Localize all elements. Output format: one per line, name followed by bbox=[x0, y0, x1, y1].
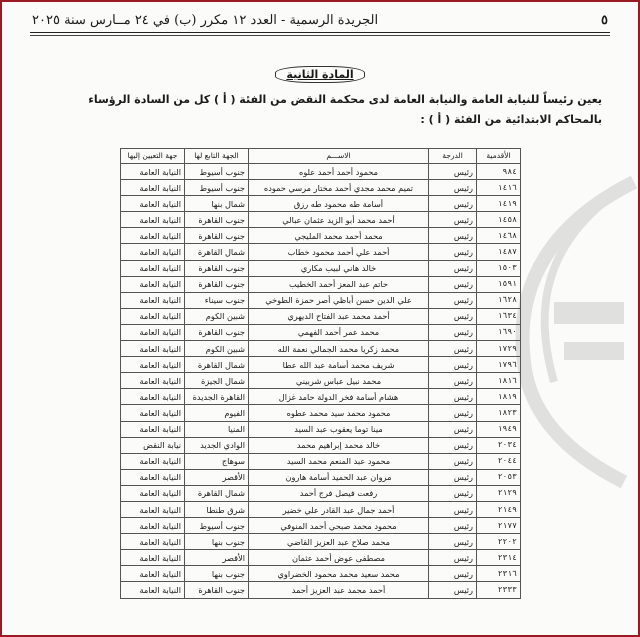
seniority-cell: ٢٣١٤ bbox=[477, 550, 521, 566]
current-court-cell: شمال القاهرة bbox=[185, 357, 249, 373]
rank-cell: رئيس bbox=[429, 582, 477, 598]
table-header-row bbox=[121, 149, 521, 164]
current-court-cell: جنوب أسيوط bbox=[185, 164, 249, 180]
name-cell: رفعت فيصل فرج أحمد bbox=[249, 485, 429, 501]
appointments-table bbox=[120, 148, 521, 599]
name-cell: محمد عمر أحمد الفهمي bbox=[249, 324, 429, 340]
assignment-cell: النيابة العامة bbox=[121, 292, 185, 308]
seniority-cell: ١٤٥٨ bbox=[477, 212, 521, 228]
current-court-cell: شبين الكوم bbox=[185, 308, 249, 324]
seniority-cell: ١٧٢٩ bbox=[477, 341, 521, 357]
seniority-cell: ٢٣٣٣ bbox=[477, 582, 521, 598]
seniority-cell: ٢١٤٩ bbox=[477, 501, 521, 517]
table-row bbox=[121, 405, 521, 421]
name-cell: تميم محمد مجدي أحمد مختار مرسي حموده bbox=[249, 180, 429, 196]
rank-cell: رئيس bbox=[429, 276, 477, 292]
seniority-cell: ١٨١٦ bbox=[477, 373, 521, 389]
header-rule bbox=[30, 32, 610, 33]
table-row bbox=[121, 324, 521, 340]
table-row bbox=[121, 308, 521, 324]
rank-cell: رئيس bbox=[429, 180, 477, 196]
seniority-cell: ٢٠٥٣ bbox=[477, 469, 521, 485]
table-row bbox=[121, 550, 521, 566]
current-court-cell: سوهاج bbox=[185, 453, 249, 469]
seniority-cell: ١٥٩١ bbox=[477, 276, 521, 292]
current-court-cell: جنوب القاهرة bbox=[185, 228, 249, 244]
page-header bbox=[32, 8, 608, 32]
table-row bbox=[121, 244, 521, 260]
name-cell: هشام أسامة فخر الدولة حامد غزال bbox=[249, 389, 429, 405]
page-number: ٥ bbox=[601, 12, 608, 28]
table-row bbox=[121, 212, 521, 228]
current-court-cell: جنوب أسيوط bbox=[185, 180, 249, 196]
rank-cell: رئيس bbox=[429, 260, 477, 276]
name-cell: مينا توما يعقوب عبد السيد bbox=[249, 421, 429, 437]
current-court-cell: شمال القاهرة bbox=[185, 485, 249, 501]
seniority-cell: ١٦٢٨ bbox=[477, 292, 521, 308]
current-court-header: الجهة التابع لها bbox=[185, 149, 249, 164]
name-cell: أحمد محمد أبو الزيد عثمان عبالي bbox=[249, 212, 429, 228]
table-row bbox=[121, 421, 521, 437]
name-cell: محمد سعيد محمد محمود الخضراوي bbox=[249, 566, 429, 582]
name-cell: أحمد جمال عبد القادر علي خضير bbox=[249, 501, 429, 517]
name-header: الاســـم bbox=[249, 149, 429, 164]
assignment-cell: النيابة العامة bbox=[121, 196, 185, 212]
rank-cell: رئيس bbox=[429, 421, 477, 437]
seniority-cell: ١٨١٩ bbox=[477, 389, 521, 405]
name-cell: شريف محمد أسامة عبد الله عطا bbox=[249, 357, 429, 373]
seniority-cell: ١٤١٩ bbox=[477, 196, 521, 212]
assignment-cell: النيابة العامة bbox=[121, 276, 185, 292]
header-title: الجريدة الرسمية - العدد ١٢ مكرر (ب) في ٢٤ مــارس سنة ٢٠٢٥ bbox=[32, 12, 379, 28]
name-cell: محمود محمد سيد محمد عطوه bbox=[249, 405, 429, 421]
assignment-cell: النيابة العامة bbox=[121, 164, 185, 180]
seniority-cell: ١٨٢٣ bbox=[477, 405, 521, 421]
current-court-cell: الوادي الجديد bbox=[185, 437, 249, 453]
table-row bbox=[121, 453, 521, 469]
assignment-cell: النيابة العامة bbox=[121, 180, 185, 196]
seniority-cell: ١٩٤٩ bbox=[477, 421, 521, 437]
assignment-cell: النيابة العامة bbox=[121, 453, 185, 469]
table-row bbox=[121, 180, 521, 196]
assignment-cell: النيابة العامة bbox=[121, 308, 185, 324]
seniority-cell: ٢١٧٧ bbox=[477, 518, 521, 534]
seniority-cell: ١٤١٦ bbox=[477, 180, 521, 196]
assignment-cell: النيابة العامة bbox=[121, 518, 185, 534]
name-cell: أحمد محمد عبد الفتاح الديهري bbox=[249, 308, 429, 324]
table-row bbox=[121, 469, 521, 485]
rank-cell: رئيس bbox=[429, 212, 477, 228]
table-row bbox=[121, 164, 521, 180]
rank-cell: رئيس bbox=[429, 566, 477, 582]
rank-cell: رئيس bbox=[429, 518, 477, 534]
assignment-cell: النيابة العامة bbox=[121, 389, 185, 405]
article-title: المادة الثانية bbox=[2, 66, 638, 83]
rank-cell: رئيس bbox=[429, 244, 477, 260]
rank-cell: رئيس bbox=[429, 485, 477, 501]
name-cell: محمد زكريا محمد الجمالي نعمة الله bbox=[249, 341, 429, 357]
name-cell: محمود عبد المنعم محمد السيد bbox=[249, 453, 429, 469]
seniority-cell: ١٦٣٤ bbox=[477, 308, 521, 324]
name-cell: محمد نبيل عباس شربيني bbox=[249, 373, 429, 389]
header-rule-thin bbox=[30, 35, 610, 36]
assignment-cell: النيابة العامة bbox=[121, 534, 185, 550]
current-court-cell: شمال الجيزة bbox=[185, 373, 249, 389]
table-body bbox=[121, 164, 521, 599]
name-cell: محمود محمد صبحي أحمد المنوفي bbox=[249, 518, 429, 534]
current-court-cell: جنوب القاهرة bbox=[185, 212, 249, 228]
seniority-header: الأقدمية bbox=[477, 149, 521, 164]
rank-cell: رئيس bbox=[429, 341, 477, 357]
table-row bbox=[121, 501, 521, 517]
seniority-cell: ٢٣١٦ bbox=[477, 566, 521, 582]
rank-cell: رئيس bbox=[429, 324, 477, 340]
assignment-cell: النيابة العامة bbox=[121, 341, 185, 357]
name-cell: علي الدين حسن أباظي أصر حمزة الطوخي bbox=[249, 292, 429, 308]
table-row bbox=[121, 260, 521, 276]
rank-header: الدرجة bbox=[429, 149, 477, 164]
assignment-cell: النيابة العامة bbox=[121, 501, 185, 517]
current-court-cell: جنوب القاهرة bbox=[185, 324, 249, 340]
table-row bbox=[121, 534, 521, 550]
rank-cell: رئيس bbox=[429, 550, 477, 566]
assignment-cell: النيابة العامة bbox=[121, 260, 185, 276]
name-cell: محمد صلاح عبد العزيز القاضي bbox=[249, 534, 429, 550]
rank-cell: رئيس bbox=[429, 373, 477, 389]
assignment-cell: النيابة العامة bbox=[121, 373, 185, 389]
current-court-cell: جنوب بنها bbox=[185, 534, 249, 550]
assignment-cell: النيابة العامة bbox=[121, 357, 185, 373]
assignment-cell: النيابة العامة bbox=[121, 324, 185, 340]
seniority-cell: ١٧٩٦ bbox=[477, 357, 521, 373]
seniority-cell: ٢٢٠٢ bbox=[477, 534, 521, 550]
assignment-cell: النيابة العامة bbox=[121, 421, 185, 437]
rank-cell: رئيس bbox=[429, 389, 477, 405]
current-court-cell: جنوب بنها bbox=[185, 566, 249, 582]
assignment-cell: النيابة العامة bbox=[121, 405, 185, 421]
seniority-cell: ١٦٩٠ bbox=[477, 324, 521, 340]
table-row bbox=[121, 292, 521, 308]
name-cell: مصطفى عوض أحمد عثمان bbox=[249, 550, 429, 566]
rank-cell: رئيس bbox=[429, 292, 477, 308]
current-court-cell: جنوب سيناء bbox=[185, 292, 249, 308]
current-court-cell: شمال القاهرة bbox=[185, 244, 249, 260]
table-row bbox=[121, 437, 521, 453]
seniority-cell: ٢٠٣٤ bbox=[477, 437, 521, 453]
current-court-cell: جنوب القاهرة bbox=[185, 582, 249, 598]
current-court-cell: شرق طنطا bbox=[185, 501, 249, 517]
rank-cell: رئيس bbox=[429, 469, 477, 485]
assignment-cell: النيابة العامة bbox=[121, 212, 185, 228]
table-row bbox=[121, 276, 521, 292]
current-court-cell: شبين الكوم bbox=[185, 341, 249, 357]
assignment-cell: النيابة العامة bbox=[121, 228, 185, 244]
seniority-cell: ٢٠٤٤ bbox=[477, 453, 521, 469]
assignment-cell: النيابة العامة bbox=[121, 244, 185, 260]
rank-cell: رئيس bbox=[429, 196, 477, 212]
current-court-cell: شمال بنها bbox=[185, 196, 249, 212]
rank-cell: رئيس bbox=[429, 437, 477, 453]
table-row bbox=[121, 566, 521, 582]
seniority-cell: ١٤٨٧ bbox=[477, 244, 521, 260]
current-court-cell: جنوب أسيوط bbox=[185, 518, 249, 534]
name-cell: مروان عبد الحميد أسامة هارون bbox=[249, 469, 429, 485]
current-court-cell: جنوب القاهرة bbox=[185, 260, 249, 276]
seniority-cell: ١٥٠٣ bbox=[477, 260, 521, 276]
current-court-cell: القاهرة الجديدة bbox=[185, 389, 249, 405]
name-cell: أحمد محمد عبد العزيز أحمد bbox=[249, 582, 429, 598]
rank-cell: رئيس bbox=[429, 357, 477, 373]
current-court-cell: المنيا bbox=[185, 421, 249, 437]
table-row bbox=[121, 357, 521, 373]
name-cell: خالد محمد إبراهيم محمد bbox=[249, 437, 429, 453]
rank-cell: رئيس bbox=[429, 308, 477, 324]
assignment-cell: النيابة العامة bbox=[121, 582, 185, 598]
assignment-cell: نيابة النقض bbox=[121, 437, 185, 453]
rank-cell: رئيس bbox=[429, 164, 477, 180]
name-cell: محمود أحمد أحمد علوه bbox=[249, 164, 429, 180]
rank-cell: رئيس bbox=[429, 228, 477, 244]
assignment-cell: النيابة العامة bbox=[121, 550, 185, 566]
table-row bbox=[121, 518, 521, 534]
name-cell: محمد أحمد محمد المليجي bbox=[249, 228, 429, 244]
current-court-cell: الفيوم bbox=[185, 405, 249, 421]
current-court-cell: الأقصر bbox=[185, 550, 249, 566]
name-cell: أحمد علي أحمد محمود خطاب bbox=[249, 244, 429, 260]
assignment-cell: النيابة العامة bbox=[121, 469, 185, 485]
table-row bbox=[121, 196, 521, 212]
rank-cell: رئيس bbox=[429, 534, 477, 550]
seniority-cell: ٢١٢٩ bbox=[477, 485, 521, 501]
intro-paragraph: يعين رئيساً للنيابة العامة والنيابة العامة لدى محكمة النقض من الفئة ( أ ) كل من السادة الرؤساء بالمحاكم الابتدائية من الفئة ( أ ) : bbox=[88, 93, 602, 126]
assignment-cell: النيابة العامة bbox=[121, 485, 185, 501]
table-row bbox=[121, 485, 521, 501]
rank-cell: رئيس bbox=[429, 501, 477, 517]
table-row bbox=[121, 341, 521, 357]
table-row bbox=[121, 389, 521, 405]
table-row bbox=[121, 228, 521, 244]
name-cell: خالد هاني لبيب مكاري bbox=[249, 260, 429, 276]
rank-cell: رئيس bbox=[429, 405, 477, 421]
rank-cell: رئيس bbox=[429, 453, 477, 469]
table-row bbox=[121, 582, 521, 598]
table-row bbox=[121, 373, 521, 389]
current-court-cell: الأقصر bbox=[185, 469, 249, 485]
name-cell: أسامة طه محمود طه رزق bbox=[249, 196, 429, 212]
assignment-header: جهة التعيين إليها bbox=[121, 149, 185, 164]
seniority-cell: ٩٨٤ bbox=[477, 164, 521, 180]
name-cell: حاتم عبد المعز أحمد الخطيب bbox=[249, 276, 429, 292]
assignment-cell: النيابة العامة bbox=[121, 566, 185, 582]
seniority-cell: ١٤٦٨ bbox=[477, 228, 521, 244]
current-court-cell: جنوب القاهرة bbox=[185, 276, 249, 292]
